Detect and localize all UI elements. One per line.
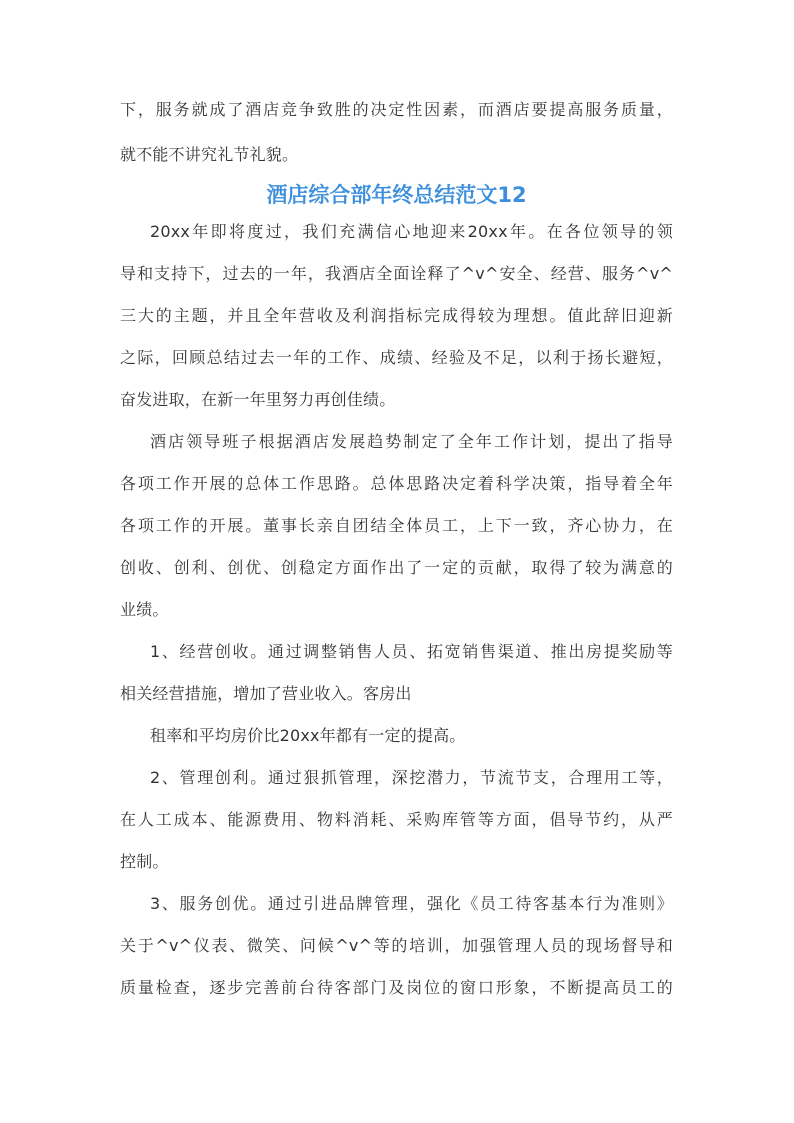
text-line: 各项工作开展的总体工作思路。总体思路决定着科学决策，指导着全年	[120, 474, 673, 493]
text-line: 三大的主题，并且全年营收及利润指标完成得较为理想。值此辞旧迎新	[120, 306, 673, 325]
text-line: 20xx年即将度过，我们充满信心地迎来20xx年。在各位领导的领	[150, 222, 673, 241]
text-line: 导和支持下，过去的一年，我酒店全面诠释了^v^安全、经营、服务^v^	[120, 264, 673, 283]
text-line: 控制。	[120, 852, 169, 871]
text-line: 各项工作的开展。董事长亲自团结全体员工，上下一致，齐心协力，在	[120, 516, 673, 535]
text-line: 业绩。	[120, 600, 169, 619]
text-line: 关于^v^仪表、微笑、问候^v^等的培训，加强管理人员的现场督导和	[120, 936, 673, 955]
text-line: 在人工成本、能源费用、物料消耗、采购库管等方面，倡导节约，从严	[120, 810, 673, 829]
text-line: 1、经营创收。通过调整销售人员、拓宽销售渠道、推出房提奖励等	[150, 642, 673, 661]
document-body	[120, 100, 673, 998]
text-line: 就不能不讲究礼节礼貌。	[120, 145, 299, 164]
section-title: 酒店综合部年终总结范文12	[266, 183, 527, 207]
text-line: 酒店领导班子根据酒店发展趋势制定了全年工作计划，提出了指导	[150, 432, 673, 451]
text-line: 相关经营措施，增加了营业收入。客房出	[120, 684, 412, 703]
text-line: 租率和平均房价比20xx年都有一定的提高。	[150, 726, 466, 745]
section-body	[120, 222, 673, 998]
text-line: 之际，回顾总结过去一年的工作、成绩、经验及不足，以利于扬长避短，	[120, 348, 673, 367]
text-line: 奋发进取，在新一年里努力再创佳绩。	[120, 390, 396, 409]
text-line: 下，服务就成了酒店竞争致胜的决定性因素，而酒店要提高服务质量，	[120, 100, 673, 119]
text-line: 质量检查，逐步完善前台待客部门及岗位的窗口形象，不断提高员工的	[120, 978, 673, 997]
text-line: 3、服务创优。通过引进品牌管理，强化《员工待客基本行为准则》	[150, 894, 673, 913]
text-line: 2、管理创利。通过狠抓管理，深挖潜力，节流节支，合理用工等，	[150, 768, 673, 787]
text-line: 创收、创利、创优、创稳定方面作出了一定的贡献，取得了较为满意的	[120, 558, 673, 577]
